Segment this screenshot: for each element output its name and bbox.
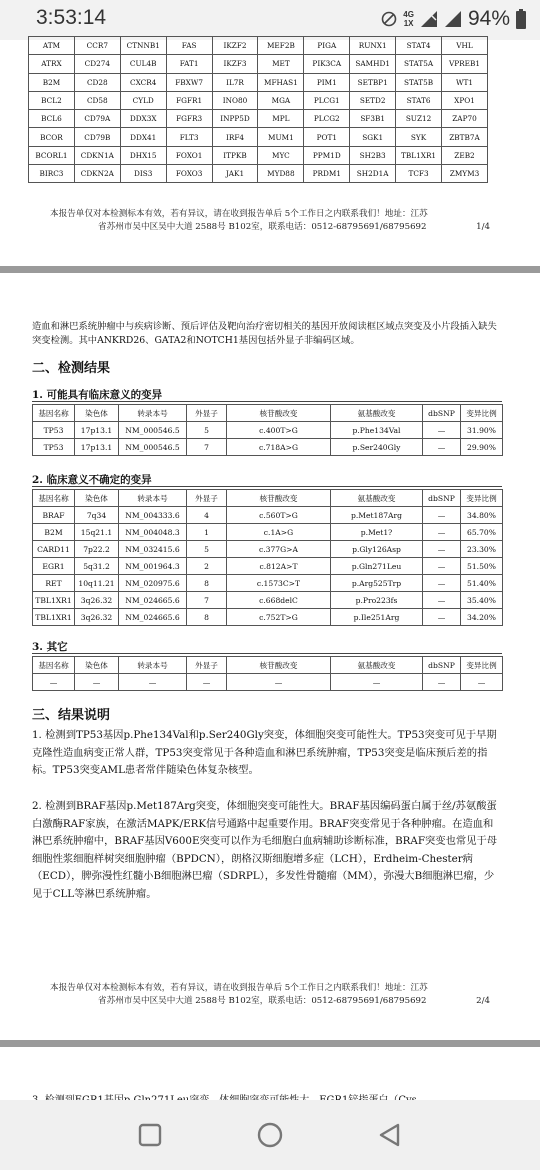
divider bbox=[32, 486, 502, 487]
table-cell: — bbox=[423, 422, 461, 439]
gene-cell: POT1 bbox=[304, 128, 350, 146]
page-footer-1 bbox=[50, 208, 490, 234]
table-cell: — bbox=[461, 674, 503, 691]
table-row bbox=[33, 524, 503, 541]
signal-icon-2 bbox=[444, 10, 462, 28]
table-cell: — bbox=[423, 609, 461, 626]
gene-cell: WT1 bbox=[442, 73, 488, 91]
table-cell: — bbox=[423, 558, 461, 575]
table-row bbox=[33, 422, 503, 439]
table-cell: NM_024665.6 bbox=[119, 609, 187, 626]
gene-cell: MGA bbox=[258, 91, 304, 109]
table-cell: RET bbox=[33, 575, 75, 592]
gene-cell: STAT5A bbox=[396, 55, 442, 73]
table-cell: 31.90% bbox=[461, 422, 503, 439]
table-cell: c.1573C>T bbox=[227, 575, 331, 592]
variant-table-clinical bbox=[32, 404, 503, 456]
column-header: 外显子 bbox=[187, 490, 227, 507]
table-cell: — bbox=[423, 507, 461, 524]
table-cell: 51.40% bbox=[461, 575, 503, 592]
table-cell: c.718A>G bbox=[227, 439, 331, 456]
gene-cell: MET bbox=[258, 55, 304, 73]
gene-cell: XPO1 bbox=[442, 91, 488, 109]
subsection-title-clinical: 1. 可能具有临床意义的变异 bbox=[32, 389, 163, 401]
table-cell: 15q21.1 bbox=[75, 524, 119, 541]
gene-cell: ATRX bbox=[29, 55, 75, 73]
table-row bbox=[33, 558, 503, 575]
divider bbox=[32, 653, 502, 654]
table-row bbox=[33, 609, 503, 626]
gene-cell: CUL4B bbox=[120, 55, 166, 73]
table-cell: 1 bbox=[187, 524, 227, 541]
column-header: 氨基酸改变 bbox=[331, 657, 423, 674]
gene-cell: JAK1 bbox=[212, 165, 258, 183]
table-cell: — bbox=[331, 674, 423, 691]
table-cell: TBL1XR1 bbox=[33, 609, 75, 626]
gene-cell: PIK3CA bbox=[304, 55, 350, 73]
table-cell: 29.90% bbox=[461, 439, 503, 456]
gene-cell: INO80 bbox=[212, 91, 258, 109]
gene-table-row bbox=[29, 165, 488, 183]
table-cell: — bbox=[75, 674, 119, 691]
recents-button[interactable] bbox=[125, 1110, 175, 1160]
table-cell: c.377G>A bbox=[227, 541, 331, 558]
footer-line: 本报告单仅对本检测标本有效，若有异议，请在收到报告单后 5个工作日之内联系我们！地址：江苏 bbox=[50, 209, 428, 219]
table-cell: — bbox=[423, 575, 461, 592]
table-cell: — bbox=[423, 524, 461, 541]
gene-cell: MFHAS1 bbox=[258, 73, 304, 91]
table-row bbox=[33, 507, 503, 524]
table-cell: NM_000546.5 bbox=[119, 439, 187, 456]
page-separator bbox=[0, 1040, 540, 1047]
table-cell: NM_020975.6 bbox=[119, 575, 187, 592]
table-cell: NM_000546.5 bbox=[119, 422, 187, 439]
table-header-row bbox=[33, 657, 503, 674]
gene-cell: MUM1 bbox=[258, 128, 304, 146]
footer-line: 本报告单仅对本检测标本有效，若有异议，请在收到报告单后 5个工作日之内联系我们！地址：江苏 bbox=[50, 983, 428, 993]
table-cell: 17p13.1 bbox=[75, 439, 119, 456]
gene-table-row bbox=[29, 73, 488, 91]
table-cell: NM_004048.3 bbox=[119, 524, 187, 541]
column-header: 核苷酸改变 bbox=[227, 405, 331, 422]
home-icon bbox=[256, 1121, 284, 1149]
gene-cell: CDKN1A bbox=[74, 146, 120, 164]
gene-cell: CD79A bbox=[74, 110, 120, 128]
table-cell: 3q26.32 bbox=[75, 592, 119, 609]
gene-cell: ZMYM3 bbox=[442, 165, 488, 183]
gene-cell: FAS bbox=[166, 37, 212, 55]
gene-cell: CD58 bbox=[74, 91, 120, 109]
column-header: 变异比例 bbox=[461, 490, 503, 507]
table-cell: 7p22.2 bbox=[75, 541, 119, 558]
gene-cell: IL7R bbox=[212, 73, 258, 91]
footer-line: 省苏州市吴中区吴中大道 2588号 B102室，联系电话：0512-68795691/68795692 bbox=[98, 996, 427, 1006]
table-cell: TBL1XR1 bbox=[33, 592, 75, 609]
gene-cell: ZAP70 bbox=[442, 110, 488, 128]
gene-cell: STAT6 bbox=[396, 91, 442, 109]
column-header: 基因名称 bbox=[33, 405, 75, 422]
gene-cell: B2M bbox=[29, 73, 75, 91]
gene-cell: FBXW7 bbox=[166, 73, 212, 91]
gene-cell: PLCG2 bbox=[304, 110, 350, 128]
footer-line: 省苏州市吴中区吴中大道 2588号 B102室，联系电话：0512-68795691/68795692 bbox=[98, 222, 427, 232]
gene-cell: SETD2 bbox=[350, 91, 396, 109]
table-row bbox=[33, 541, 503, 558]
gene-cell: BCOR bbox=[29, 128, 75, 146]
navigation-bar bbox=[0, 1100, 540, 1170]
gene-cell: PPM1D bbox=[304, 146, 350, 164]
gene-cell: SUZ12 bbox=[396, 110, 442, 128]
subsection-title-other: 3. 其它 bbox=[32, 641, 68, 653]
table-cell: — bbox=[423, 541, 461, 558]
table-cell: p.Gly126Asp bbox=[331, 541, 423, 558]
back-icon bbox=[377, 1122, 403, 1148]
column-header: 转录本号 bbox=[119, 490, 187, 507]
gene-cell: BCL2 bbox=[29, 91, 75, 109]
gene-cell: ATM bbox=[29, 37, 75, 55]
table-cell: — bbox=[423, 592, 461, 609]
gene-cell: CDKN2A bbox=[74, 165, 120, 183]
recents-icon bbox=[137, 1122, 163, 1148]
table-cell: 10q11.21 bbox=[75, 575, 119, 592]
gene-table-row bbox=[29, 128, 488, 146]
divider bbox=[32, 401, 502, 402]
variant-table-uncertain bbox=[32, 489, 503, 626]
gene-cell: DDX41 bbox=[120, 128, 166, 146]
table-cell: 23.30% bbox=[461, 541, 503, 558]
gene-cell: TBL1XR1 bbox=[396, 146, 442, 164]
gene-cell: IKZF3 bbox=[212, 55, 258, 73]
gene-cell: FGFR3 bbox=[166, 110, 212, 128]
table-cell: 35.40% bbox=[461, 592, 503, 609]
home-button[interactable] bbox=[245, 1110, 295, 1160]
table-cell: BRAF bbox=[33, 507, 75, 524]
gene-cell: TCF3 bbox=[396, 165, 442, 183]
gene-cell: MYC bbox=[258, 146, 304, 164]
column-header: 转录本号 bbox=[119, 657, 187, 674]
table-cell: 7 bbox=[187, 439, 227, 456]
column-header: 基因名称 bbox=[33, 490, 75, 507]
table-cell: 8 bbox=[187, 575, 227, 592]
table-cell: p.Met187Arg bbox=[331, 507, 423, 524]
table-row bbox=[33, 674, 503, 691]
table-cell: c.752T>G bbox=[227, 609, 331, 626]
gene-table-row bbox=[29, 110, 488, 128]
column-header: 染色体 bbox=[75, 657, 119, 674]
gene-cell: STAT4 bbox=[396, 37, 442, 55]
table-cell: c.668delC bbox=[227, 592, 331, 609]
table-row bbox=[33, 575, 503, 592]
gene-cell: CD28 bbox=[74, 73, 120, 91]
page-separator bbox=[0, 266, 540, 273]
gene-cell: VHL bbox=[442, 37, 488, 55]
table-cell: — bbox=[423, 674, 461, 691]
column-header: dbSNP bbox=[423, 490, 461, 507]
gene-cell: INPP5D bbox=[212, 110, 258, 128]
gene-cell: CXCR4 bbox=[120, 73, 166, 91]
gene-cell: SH2D1A bbox=[350, 165, 396, 183]
table-cell: NM_001964.3 bbox=[119, 558, 187, 575]
table-cell: CARD11 bbox=[33, 541, 75, 558]
gene-cell: PRDM1 bbox=[304, 165, 350, 183]
column-header: 外显子 bbox=[187, 657, 227, 674]
gene-cell: CD79B bbox=[74, 128, 120, 146]
page-number: 1/4 bbox=[476, 222, 490, 232]
table-cell: 5 bbox=[187, 541, 227, 558]
table-cell: NM_024665.6 bbox=[119, 592, 187, 609]
gene-cell: ITPKB bbox=[212, 146, 258, 164]
table-cell: 17p13.1 bbox=[75, 422, 119, 439]
column-header: 变异比例 bbox=[461, 657, 503, 674]
gene-cell: PIM1 bbox=[304, 73, 350, 91]
gene-cell: FOXO1 bbox=[166, 146, 212, 164]
section-title-explanation: 三、结果说明 bbox=[32, 708, 111, 723]
column-header: 氨基酸改变 bbox=[331, 405, 423, 422]
table-cell: p.Ser240Gly bbox=[331, 439, 423, 456]
table-cell: 2 bbox=[187, 558, 227, 575]
page-footer-2 bbox=[50, 982, 490, 1008]
table-cell: — bbox=[33, 674, 75, 691]
gene-cell: CTNNB1 bbox=[120, 37, 166, 55]
gene-cell: ZBTB7A bbox=[442, 128, 488, 146]
table-cell: TP53 bbox=[33, 422, 75, 439]
table-cell: 65.70% bbox=[461, 524, 503, 541]
gene-list-table bbox=[28, 36, 488, 183]
variant-table-other bbox=[32, 656, 503, 691]
table-cell: 4 bbox=[187, 507, 227, 524]
table-row bbox=[33, 592, 503, 609]
gene-cell: BIRC3 bbox=[29, 165, 75, 183]
table-cell: 5 bbox=[187, 422, 227, 439]
table-header-row bbox=[33, 490, 503, 507]
gene-cell: MPL bbox=[258, 110, 304, 128]
table-cell: p.Ile251Arg bbox=[331, 609, 423, 626]
gene-table-row bbox=[29, 146, 488, 164]
table-cell: p.Gln271Leu bbox=[331, 558, 423, 575]
table-cell: p.Met1? bbox=[331, 524, 423, 541]
column-header: dbSNP bbox=[423, 405, 461, 422]
back-button[interactable] bbox=[365, 1110, 415, 1160]
table-cell: — bbox=[227, 674, 331, 691]
intro-text: 造血和淋巴系统肿瘤中与疾病诊断、预后评估及靶向治疗密切相关的基因开放阅读框区域点突变及小片段插入缺失突变检测。其中ANKRD26、GATA2和NOTCH1基因包括外显子非编码区域。 bbox=[32, 321, 497, 346]
status-icons bbox=[381, 7, 526, 31]
gene-table-row bbox=[29, 91, 488, 109]
gene-cell: VPREB1 bbox=[442, 55, 488, 73]
gene-cell: PIGA bbox=[304, 37, 350, 55]
status-bar bbox=[0, 0, 540, 40]
table-cell: p.Arg525Trp bbox=[331, 575, 423, 592]
table-cell: 34.80% bbox=[461, 507, 503, 524]
table-cell: 7 bbox=[187, 592, 227, 609]
column-header: 基因名称 bbox=[33, 657, 75, 674]
table-cell: EGR1 bbox=[33, 558, 75, 575]
table-row bbox=[33, 439, 503, 456]
gene-cell: CCR7 bbox=[74, 37, 120, 55]
table-cell: 8 bbox=[187, 609, 227, 626]
gene-cell: FAT1 bbox=[166, 55, 212, 73]
signal-icon-1 bbox=[420, 10, 438, 28]
table-header-row bbox=[33, 405, 503, 422]
table-cell: NM_004333.6 bbox=[119, 507, 187, 524]
column-header: 氨基酸改变 bbox=[331, 490, 423, 507]
table-cell: TP53 bbox=[33, 439, 75, 456]
gene-cell: SGK1 bbox=[350, 128, 396, 146]
table-cell: B2M bbox=[33, 524, 75, 541]
pdf-document-viewer[interactable] bbox=[0, 40, 540, 1100]
gene-cell: CD274 bbox=[74, 55, 120, 73]
gene-cell: FGFR1 bbox=[166, 91, 212, 109]
gene-cell: IRF4 bbox=[212, 128, 258, 146]
table-cell: c.1A>G bbox=[227, 524, 331, 541]
table-cell: — bbox=[119, 674, 187, 691]
gene-cell: IKZF2 bbox=[212, 37, 258, 55]
table-cell: 34.20% bbox=[461, 609, 503, 626]
gene-cell: SYK bbox=[396, 128, 442, 146]
column-header: 外显子 bbox=[187, 405, 227, 422]
mute-icon bbox=[381, 11, 397, 27]
gene-cell: SAMHD1 bbox=[350, 55, 396, 73]
gene-cell: DDX3X bbox=[120, 110, 166, 128]
table-cell: NM_032415.6 bbox=[119, 541, 187, 558]
battery-icon bbox=[516, 9, 526, 29]
table-cell: c.812A>T bbox=[227, 558, 331, 575]
table-cell: 7q34 bbox=[75, 507, 119, 524]
gene-cell: MEF2B bbox=[258, 37, 304, 55]
column-header: 核苷酸改变 bbox=[227, 657, 331, 674]
network-type: 4G 1X bbox=[403, 10, 414, 28]
gene-cell: CYLD bbox=[120, 91, 166, 109]
explanation-paragraph-2: 2. 检测到BRAF基因p.Met187Arg突变，体细胞突变可能性大。BRAF基因编码蛋白属于丝/苏氨酸蛋白激酶RAF家族，在激活MAPK/ERK信号通路中起重要作用。BRAF突变常见于各种肿瘤。在造血和淋巴系统肿瘤中，BRAF基因V600E突变可以作为毛细胞白血病辅助诊断标准，BRAF突变也常见于母细胞性浆细胞样树突细胞肿瘤（BPDCN），朗格汉斯细胞增多症（LCH），Erdheim-Chester病（ECD），脾弥漫性红髓小B细胞淋巴瘤（SDRPL），多发性骨髓瘤（MM），弥漫大B细胞淋巴瘤，少见于CLL等淋巴系统肿瘤。 bbox=[32, 800, 498, 900]
gene-cell: RUNX1 bbox=[350, 37, 396, 55]
gene-cell: BCORL1 bbox=[29, 146, 75, 164]
gene-cell: DHX15 bbox=[120, 146, 166, 164]
subsection-title-uncertain: 2. 临床意义不确定的变异 bbox=[32, 474, 152, 486]
gene-cell: FOXO3 bbox=[166, 165, 212, 183]
column-header: dbSNP bbox=[423, 657, 461, 674]
gene-cell: DIS3 bbox=[120, 165, 166, 183]
table-cell: — bbox=[187, 674, 227, 691]
column-header: 转录本号 bbox=[119, 405, 187, 422]
gene-cell: SH2B3 bbox=[350, 146, 396, 164]
column-header: 变异比例 bbox=[461, 405, 503, 422]
table-cell: — bbox=[423, 439, 461, 456]
gene-table-row bbox=[29, 55, 488, 73]
column-header: 染色体 bbox=[75, 490, 119, 507]
section-title-results: 二、检测结果 bbox=[32, 361, 111, 376]
table-cell: p.Phe134Val bbox=[331, 422, 423, 439]
table-cell: p.Pro223fs bbox=[331, 592, 423, 609]
page-number: 2/4 bbox=[476, 996, 490, 1006]
column-header: 染色体 bbox=[75, 405, 119, 422]
gene-cell: MYD88 bbox=[258, 165, 304, 183]
table-cell: c.400T>G bbox=[227, 422, 331, 439]
gene-cell: SF3B1 bbox=[350, 110, 396, 128]
table-cell: 5q31.2 bbox=[75, 558, 119, 575]
battery-percent: 94% bbox=[467, 7, 510, 30]
gene-cell: ZEB2 bbox=[442, 146, 488, 164]
gene-cell: STAT5B bbox=[396, 73, 442, 91]
gene-table-row bbox=[29, 37, 488, 55]
explanation-paragraph-1: 1. 检测到TP53基因p.Phe134Val和p.Ser240Gly突变，体细胞突变可能性大。TP53突变可见于早期克隆性造血病变正常人群，TP53突变常见于各种造血和淋巴系统肿瘤，TP53突变是临床预后差的指标。TP53突变AML患者常伴随染色体复杂核型。 bbox=[32, 729, 497, 776]
table-cell: c.560T>G bbox=[227, 507, 331, 524]
gene-cell: BCL6 bbox=[29, 110, 75, 128]
gene-cell: SETBP1 bbox=[350, 73, 396, 91]
gene-cell: FLT3 bbox=[166, 128, 212, 146]
table-cell: 3q26.32 bbox=[75, 609, 119, 626]
column-header: 核苷酸改变 bbox=[227, 490, 331, 507]
table-cell: 51.50% bbox=[461, 558, 503, 575]
status-time: 3:53:14 bbox=[36, 6, 107, 29]
gene-cell: PLCG1 bbox=[304, 91, 350, 109]
